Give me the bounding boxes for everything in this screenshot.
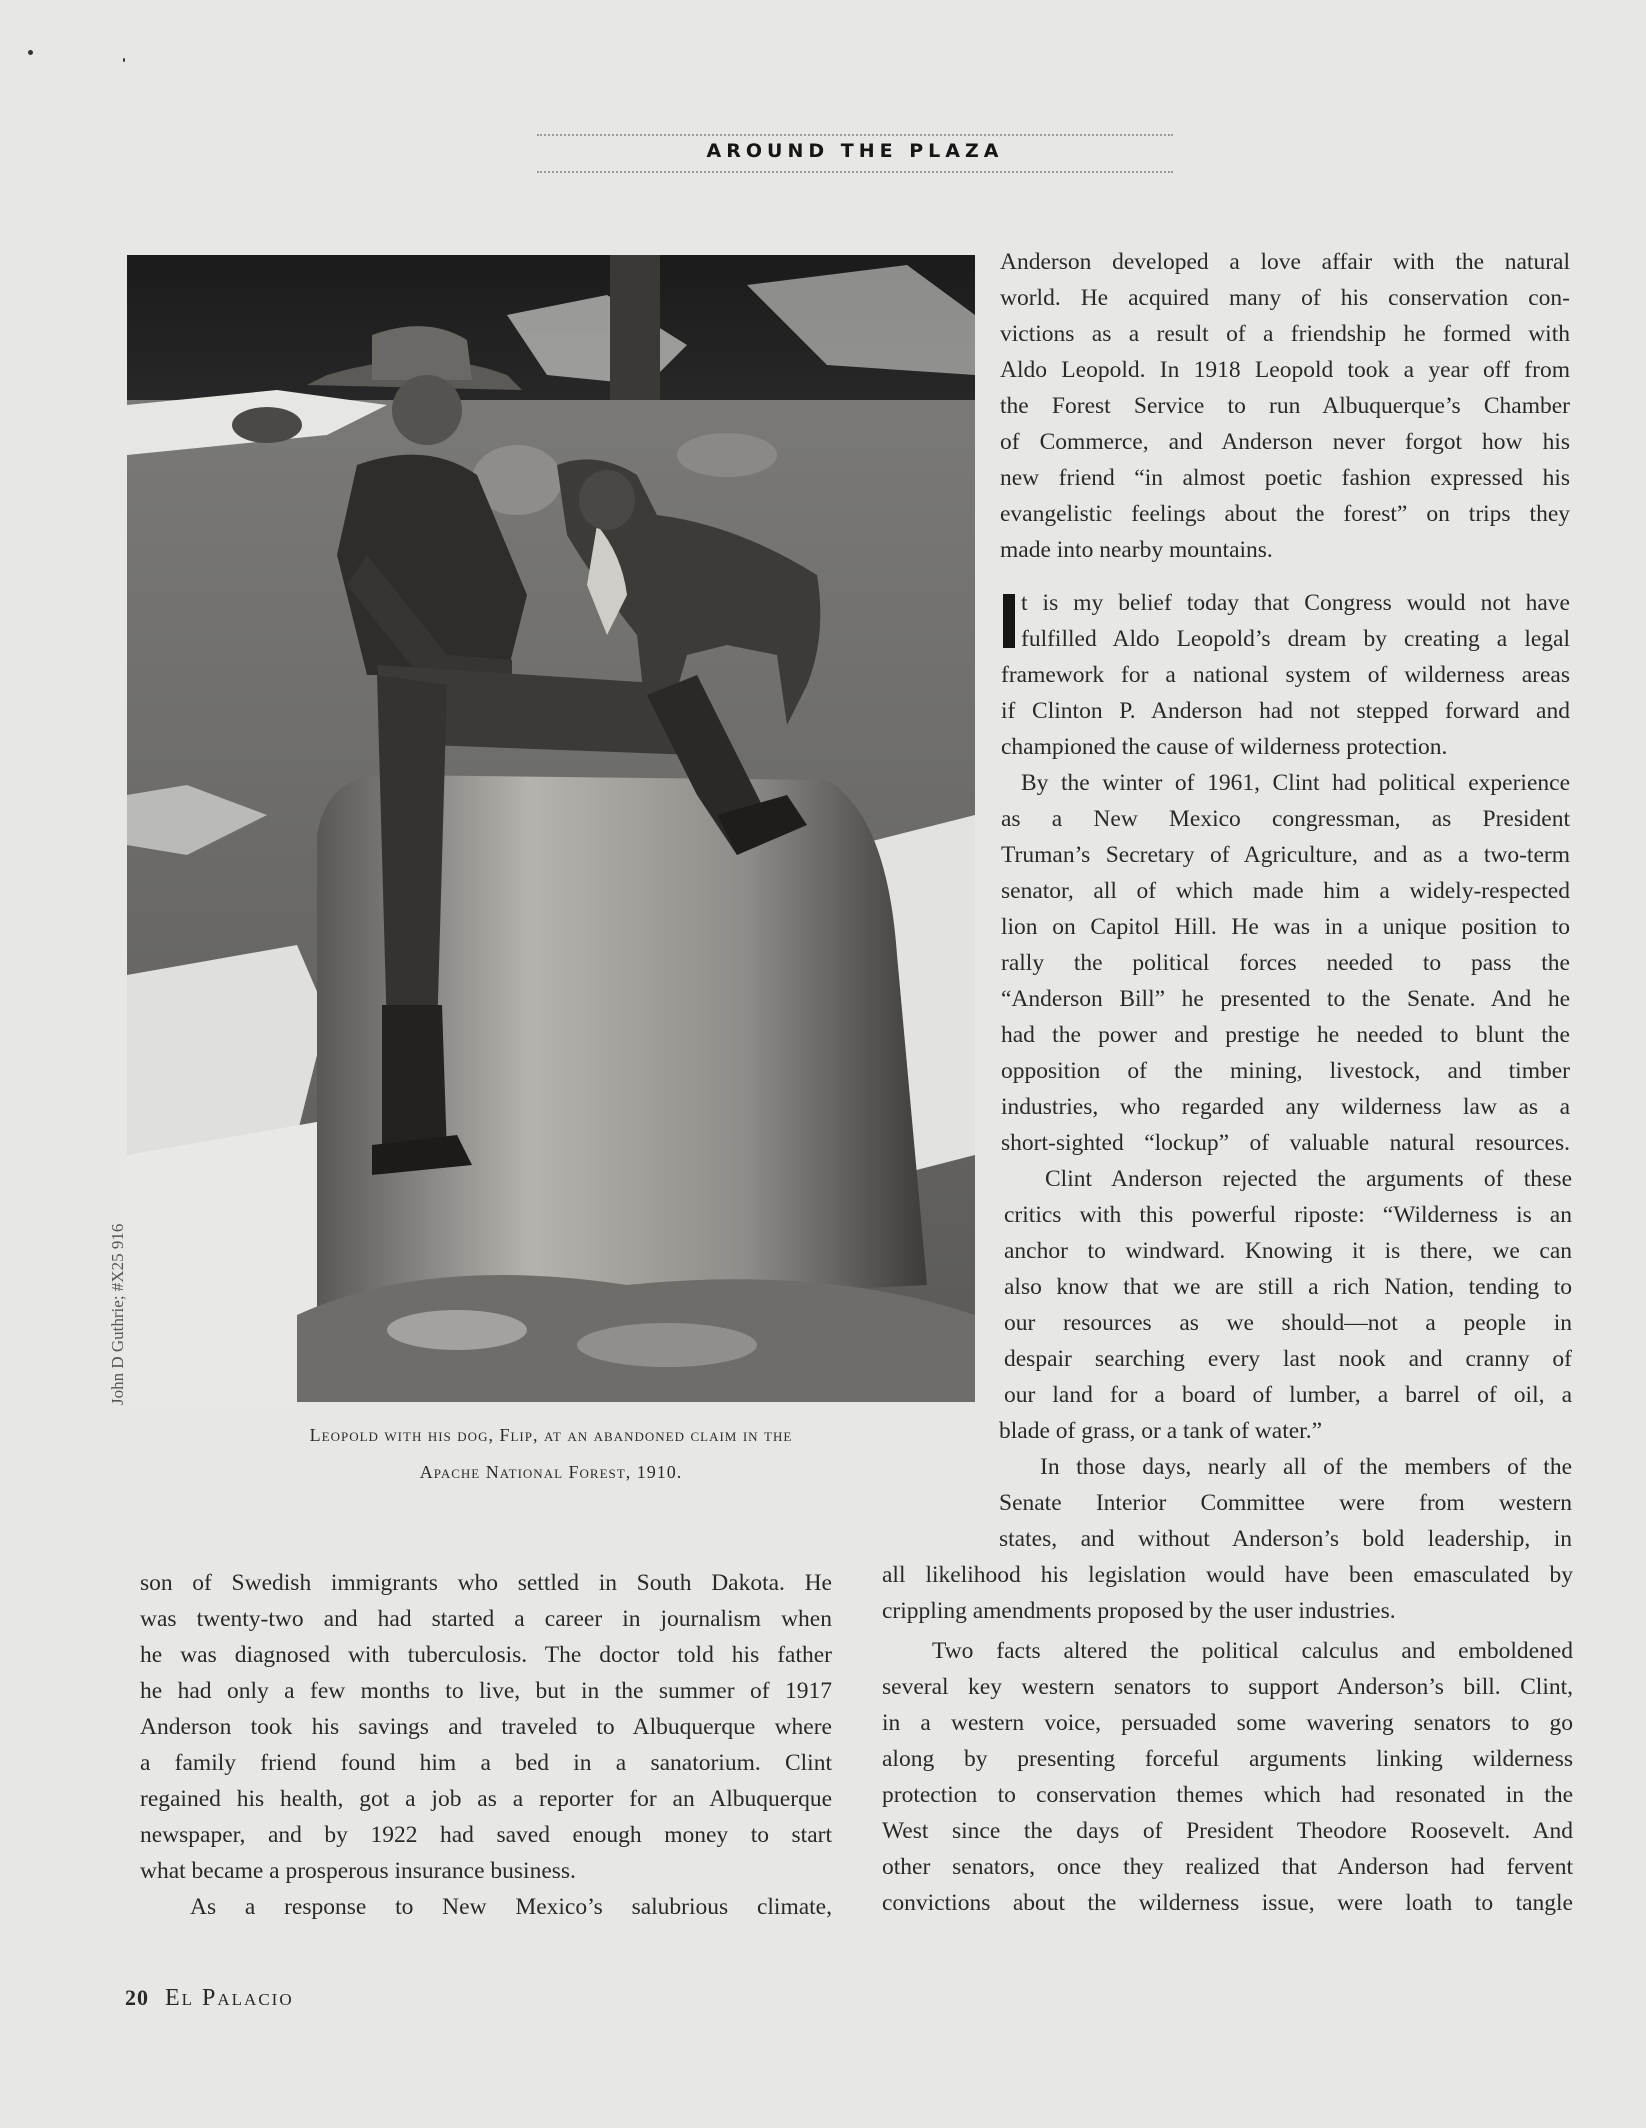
body-line: framework for a national system of wilderness areas bbox=[1001, 662, 1570, 688]
photograph-leopold-with-dog bbox=[127, 255, 975, 1402]
scan-speck bbox=[123, 58, 125, 62]
body-line: world. He acquired many of his conservation con- bbox=[1000, 285, 1570, 311]
body-line: had the power and prestige he needed to blunt the bbox=[1001, 1022, 1570, 1048]
body-line: protection to conservation themes which had resonated in the bbox=[882, 1782, 1573, 1808]
body-line: senator, all of which made him a widely-respected bbox=[1001, 878, 1570, 904]
body-line: he had only a few months to live, but in the summer of 1917 bbox=[140, 1678, 832, 1704]
body-line: Anderson took his savings and traveled to Albuquerque where bbox=[140, 1714, 832, 1740]
body-line: By the winter of 1961, Clint had political experience bbox=[1021, 770, 1570, 796]
body-line: “Anderson Bill” he presented to the Senate. And he bbox=[1001, 986, 1570, 1012]
body-line: championed the cause of wilderness protection. bbox=[1001, 734, 1448, 760]
section-title: AROUND THE PLAZA bbox=[706, 140, 1004, 162]
body-line: made into nearby mountains. bbox=[1000, 537, 1273, 563]
body-line: son of Swedish immigrants who settled in South Dakota. He bbox=[140, 1570, 832, 1596]
header-rule-top bbox=[537, 134, 1173, 136]
body-line: states, and without Anderson’s bold leadership, in bbox=[999, 1526, 1572, 1552]
body-line: Anderson developed a love affair with the natural bbox=[1000, 249, 1570, 275]
body-line: opposition of the mining, livestock, and timber bbox=[1001, 1058, 1570, 1084]
photo-caption-line-2: Apache National Forest, 1910. bbox=[419, 1462, 683, 1482]
body-line: anchor to windward. Knowing it is there, we can bbox=[1004, 1238, 1572, 1264]
body-line: Two facts altered the political calculus and emboldened bbox=[932, 1638, 1573, 1664]
body-line: West since the days of President Theodore Roosevelt. And bbox=[882, 1818, 1573, 1844]
body-line: he was diagnosed with tuberculosis. The doctor told his father bbox=[140, 1642, 832, 1668]
body-line: along by presenting forceful arguments linking wilderness bbox=[882, 1746, 1573, 1772]
body-line: several key western senators to support Anderson’s bill. Clint, bbox=[882, 1674, 1573, 1700]
body-line: t is my belief today that Congress would not have bbox=[1021, 590, 1570, 616]
body-line: if Clinton P. Anderson had not stepped forward and bbox=[1001, 698, 1570, 724]
body-line: crippling amendments proposed by the user industries. bbox=[882, 1598, 1396, 1624]
magazine-name: El Palacio bbox=[165, 1985, 294, 2011]
body-line: of Commerce, and Anderson never forgot how his bbox=[1000, 429, 1570, 455]
body-line: the Forest Service to run Albuquerque’s Chamber bbox=[1000, 393, 1570, 419]
body-line: Truman’s Secretary of Agriculture, and as a two-term bbox=[1001, 842, 1570, 868]
body-line: our resources as we should—not a people in bbox=[1004, 1310, 1572, 1336]
body-line: was twenty-two and had started a career in journalism when bbox=[140, 1606, 832, 1632]
body-line: convictions about the wilderness issue, were loath to tangle bbox=[882, 1890, 1573, 1916]
header-rule-bottom bbox=[537, 171, 1173, 173]
body-line: new friend “in almost poetic fashion expressed his bbox=[1000, 465, 1570, 491]
body-line: In those days, nearly all of the members of the bbox=[1040, 1454, 1572, 1480]
body-line: a family friend found him a bed in a sanatorium. Clint bbox=[140, 1750, 832, 1776]
photo-caption-line-1: Leopold with his dog, Flip, at an abandoned claim in the bbox=[309, 1425, 793, 1445]
photo-credit: John D Guthrie; #X25 916 bbox=[108, 1223, 127, 1405]
body-line: our land for a board of lumber, a barrel of oil, a bbox=[1004, 1382, 1572, 1408]
body-line: blade of grass, or a tank of water.” bbox=[999, 1418, 1322, 1444]
body-line: Aldo Leopold. In 1918 Leopold took a year off from bbox=[1000, 357, 1570, 383]
body-line: As a response to New Mexico’s salubrious climate, bbox=[190, 1894, 832, 1920]
body-line: what became a prosperous insurance business. bbox=[140, 1858, 576, 1884]
body-line: victions as a result of a friendship he formed with bbox=[1000, 321, 1570, 347]
body-line: newspaper, and by 1922 had saved enough money to start bbox=[140, 1822, 832, 1848]
body-line: regained his health, got a job as a reporter for an Albuquerque bbox=[140, 1786, 832, 1812]
body-line: despair searching every last nook and cranny of bbox=[1004, 1346, 1572, 1372]
body-line: critics with this powerful riposte: “Wilderness is an bbox=[1004, 1202, 1572, 1228]
body-line: industries, who regarded any wilderness law as a bbox=[1001, 1094, 1570, 1120]
body-line: lion on Capitol Hill. He was in a unique position to bbox=[1001, 914, 1570, 940]
page-folio bbox=[125, 1985, 294, 2012]
page-number: 20 bbox=[125, 1985, 149, 2010]
body-line: evangelistic feelings about the forest” on trips they bbox=[1000, 501, 1570, 527]
body-line: Senate Interior Committee were from western bbox=[999, 1490, 1572, 1516]
body-line: as a New Mexico congressman, as President bbox=[1001, 806, 1570, 832]
drop-cap-bar bbox=[1003, 594, 1015, 648]
body-line: in a western voice, persuaded some wavering senators to go bbox=[882, 1710, 1573, 1736]
body-line: other senators, once they realized that Anderson had fervent bbox=[882, 1854, 1573, 1880]
scan-speck bbox=[28, 50, 33, 55]
body-line: short-sighted “lockup” of valuable natural resources. bbox=[1001, 1130, 1570, 1156]
body-line: fulfilled Aldo Leopold’s dream by creating a legal bbox=[1021, 626, 1570, 652]
photo-icon bbox=[127, 255, 975, 1402]
body-line: also know that we are still a rich Nation, tending to bbox=[1004, 1274, 1572, 1300]
body-line: rally the political forces needed to pass the bbox=[1001, 950, 1570, 976]
body-line: all likelihood his legislation would have been emasculated by bbox=[882, 1562, 1573, 1588]
body-line: Clint Anderson rejected the arguments of these bbox=[1045, 1166, 1572, 1192]
